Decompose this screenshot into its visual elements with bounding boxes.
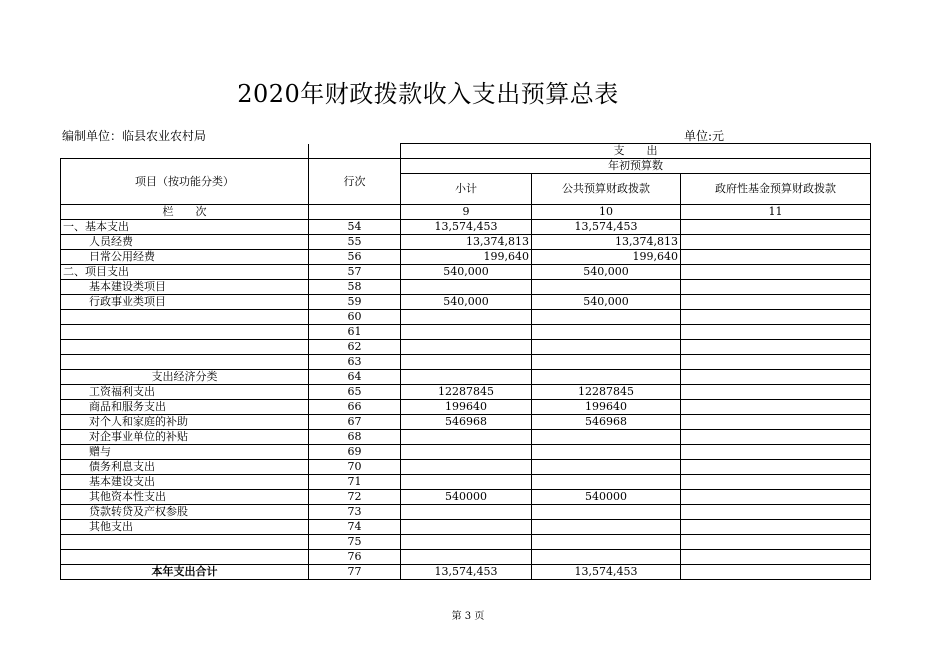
- lanci-label: 栏 次: [61, 205, 309, 220]
- row-public-budget: [532, 445, 681, 460]
- row-number: 76: [309, 550, 401, 565]
- row-number: 74: [309, 520, 401, 535]
- row-item-label: 行政事业类项目: [61, 295, 309, 310]
- row-fund-budget: [681, 520, 871, 535]
- row-public-budget: 13,374,813: [532, 235, 681, 250]
- row-number: 56: [309, 250, 401, 265]
- row-item-label: 贷款转贷及产权参股: [61, 505, 309, 520]
- table-row: [61, 280, 871, 295]
- row-fund-budget: [681, 430, 871, 445]
- row-public-budget: 540,000: [532, 265, 681, 280]
- row-subtotal: [401, 535, 532, 550]
- table-row: [61, 295, 871, 310]
- row-number: 75: [309, 535, 401, 550]
- row-fund-budget: [681, 220, 871, 235]
- row-item-label: 其他支出: [61, 520, 309, 535]
- row-item-label: 二、项目支出: [61, 265, 309, 280]
- row-subtotal: 13,574,453: [401, 565, 532, 580]
- row-subtotal: [401, 430, 532, 445]
- row-public-budget: [532, 550, 681, 565]
- row-number: 59: [309, 295, 401, 310]
- row-item-label: [61, 340, 309, 355]
- row-number: 70: [309, 460, 401, 475]
- row-item-label: 债务利息支出: [61, 460, 309, 475]
- row-public-budget: [532, 505, 681, 520]
- row-fund-budget: [681, 550, 871, 565]
- row-subtotal: [401, 445, 532, 460]
- table-row: [61, 385, 871, 400]
- row-fund-budget: [681, 340, 871, 355]
- public-budget-header: 公共预算财政拨款: [532, 174, 681, 205]
- table-row: [61, 250, 871, 265]
- row-number: 72: [309, 490, 401, 505]
- table-row: [61, 445, 871, 460]
- row-item-label: [61, 550, 309, 565]
- table-row: [61, 550, 871, 565]
- budget-table: [60, 143, 871, 580]
- row-public-budget: 13,574,453: [532, 220, 681, 235]
- row-fund-budget: [681, 325, 871, 340]
- row-number: 64: [309, 370, 401, 385]
- row-fund-budget: [681, 505, 871, 520]
- row-fund-budget: [681, 265, 871, 280]
- col-number-10: 10: [532, 205, 681, 220]
- row-item-label: 基本建设类项目: [61, 280, 309, 295]
- row-public-budget: 546968: [532, 415, 681, 430]
- row-fund-budget: [681, 370, 871, 385]
- row-fund-budget: [681, 295, 871, 310]
- row-number: 55: [309, 235, 401, 250]
- row-fund-budget: [681, 445, 871, 460]
- lanci-row: [61, 205, 871, 220]
- row-public-budget: [532, 430, 681, 445]
- table-row: [61, 340, 871, 355]
- table-row: [61, 520, 871, 535]
- row-public-budget: [532, 355, 681, 370]
- table-row: [61, 475, 871, 490]
- row-public-budget: [532, 340, 681, 355]
- table-row: [61, 490, 871, 505]
- row-public-budget: 12287845: [532, 385, 681, 400]
- row-fund-budget: [681, 235, 871, 250]
- row-public-budget: 540,000: [532, 295, 681, 310]
- table-row: [61, 265, 871, 280]
- row-col-header: 行次: [309, 159, 401, 205]
- row-public-budget: [532, 475, 681, 490]
- row-subtotal: [401, 550, 532, 565]
- row-number: 68: [309, 430, 401, 445]
- row-fund-budget: [681, 250, 871, 265]
- row-subtotal: [401, 505, 532, 520]
- row-number: 60: [309, 310, 401, 325]
- row-number: 62: [309, 340, 401, 355]
- row-public-budget: 540000: [532, 490, 681, 505]
- table-row: [61, 565, 871, 580]
- row-public-budget: 199,640: [532, 250, 681, 265]
- row-item-label: 基本建设支出: [61, 475, 309, 490]
- row-subtotal: 199,640: [401, 250, 532, 265]
- row-public-budget: [532, 310, 681, 325]
- row-fund-budget: [681, 490, 871, 505]
- table-row: [61, 460, 871, 475]
- row-number: 54: [309, 220, 401, 235]
- row-subtotal: [401, 325, 532, 340]
- row-subtotal: 540,000: [401, 265, 532, 280]
- expend-header: 支 出: [401, 144, 871, 159]
- subtotal-header: 小计: [401, 174, 532, 205]
- row-subtotal: [401, 475, 532, 490]
- row-public-budget: 199640: [532, 400, 681, 415]
- row-number: 71: [309, 475, 401, 490]
- row-public-budget: [532, 280, 681, 295]
- table-row: [61, 235, 871, 250]
- row-fund-budget: [681, 460, 871, 475]
- row-public-budget: [532, 535, 681, 550]
- org-label: 编制单位：临县农业农村局: [62, 129, 207, 143]
- row-subtotal: 13,574,453: [401, 220, 532, 235]
- row-item-label: [61, 310, 309, 325]
- row-item-label: 对个人和家庭的补助: [61, 415, 309, 430]
- budget-group-header: 年初预算数: [401, 159, 871, 174]
- row-number: 66: [309, 400, 401, 415]
- row-fund-budget: [681, 475, 871, 490]
- row-subtotal: [401, 340, 532, 355]
- row-subtotal: 540,000: [401, 295, 532, 310]
- row-number: 58: [309, 280, 401, 295]
- row-number: 57: [309, 265, 401, 280]
- table-row: [61, 325, 871, 340]
- row-fund-budget: [681, 280, 871, 295]
- row-subtotal: 546968: [401, 415, 532, 430]
- row-number: 77: [309, 565, 401, 580]
- row-public-budget: [532, 370, 681, 385]
- row-item-label: 其他资本性支出: [61, 490, 309, 505]
- table-row: [61, 505, 871, 520]
- row-item-label: 日常公用经费: [61, 250, 309, 265]
- row-fund-budget: [681, 535, 871, 550]
- row-fund-budget: [681, 355, 871, 370]
- table-row: [61, 535, 871, 550]
- row-public-budget: [532, 325, 681, 340]
- table-row: [61, 355, 871, 370]
- table-row: [61, 310, 871, 325]
- row-number: 61: [309, 325, 401, 340]
- row-number: 69: [309, 445, 401, 460]
- row-item-label: 支出经济分类: [61, 370, 309, 385]
- row-number: 67: [309, 415, 401, 430]
- page-number: 第 3 页: [451, 611, 485, 622]
- row-fund-budget: [681, 310, 871, 325]
- row-subtotal: 199640: [401, 400, 532, 415]
- row-item-label: 一、基本支出: [61, 220, 309, 235]
- row-item-label: [61, 535, 309, 550]
- table-row: [61, 400, 871, 415]
- col-number-9: 9: [401, 205, 532, 220]
- row-subtotal: [401, 520, 532, 535]
- row-subtotal: 13,374,813: [401, 235, 532, 250]
- row-subtotal: [401, 460, 532, 475]
- row-subtotal: 540000: [401, 490, 532, 505]
- unit-label: 单位:元: [684, 129, 725, 143]
- row-subtotal: 12287845: [401, 385, 532, 400]
- row-public-budget: [532, 520, 681, 535]
- row-subtotal: [401, 280, 532, 295]
- row-public-budget: 13,574,453: [532, 565, 681, 580]
- row-subtotal: [401, 310, 532, 325]
- row-item-label: 赠与: [61, 445, 309, 460]
- table-row: [61, 415, 871, 430]
- row-number: 73: [309, 505, 401, 520]
- row-fund-budget: [681, 400, 871, 415]
- row-fund-budget: [681, 415, 871, 430]
- row-item-label: [61, 355, 309, 370]
- row-fund-budget: [681, 385, 871, 400]
- row-item-label: 工资福利支出: [61, 385, 309, 400]
- table-row: [61, 430, 871, 445]
- row-item-label: 对企事业单位的补贴: [61, 430, 309, 445]
- row-subtotal: [401, 355, 532, 370]
- row-item-label: 本年支出合计: [61, 565, 309, 580]
- row-item-label: 商品和服务支出: [61, 400, 309, 415]
- row-number: 65: [309, 385, 401, 400]
- row-public-budget: [532, 460, 681, 475]
- row-fund-budget: [681, 565, 871, 580]
- fund-budget-header: 政府性基金预算财政拨款: [681, 174, 871, 205]
- page-title: 2020年财政拨款收入支出预算总表: [237, 80, 619, 108]
- row-item-label: [61, 325, 309, 340]
- row-item-label: 人员经费: [61, 235, 309, 250]
- col-number-11: 11: [681, 205, 871, 220]
- header-row-group: [61, 159, 871, 174]
- header-row-expend: [61, 144, 871, 159]
- row-subtotal: [401, 370, 532, 385]
- table-row: [61, 370, 871, 385]
- table-row: [61, 220, 871, 235]
- row-number: 63: [309, 355, 401, 370]
- item-col-header: 项目（按功能分类）: [61, 159, 309, 205]
